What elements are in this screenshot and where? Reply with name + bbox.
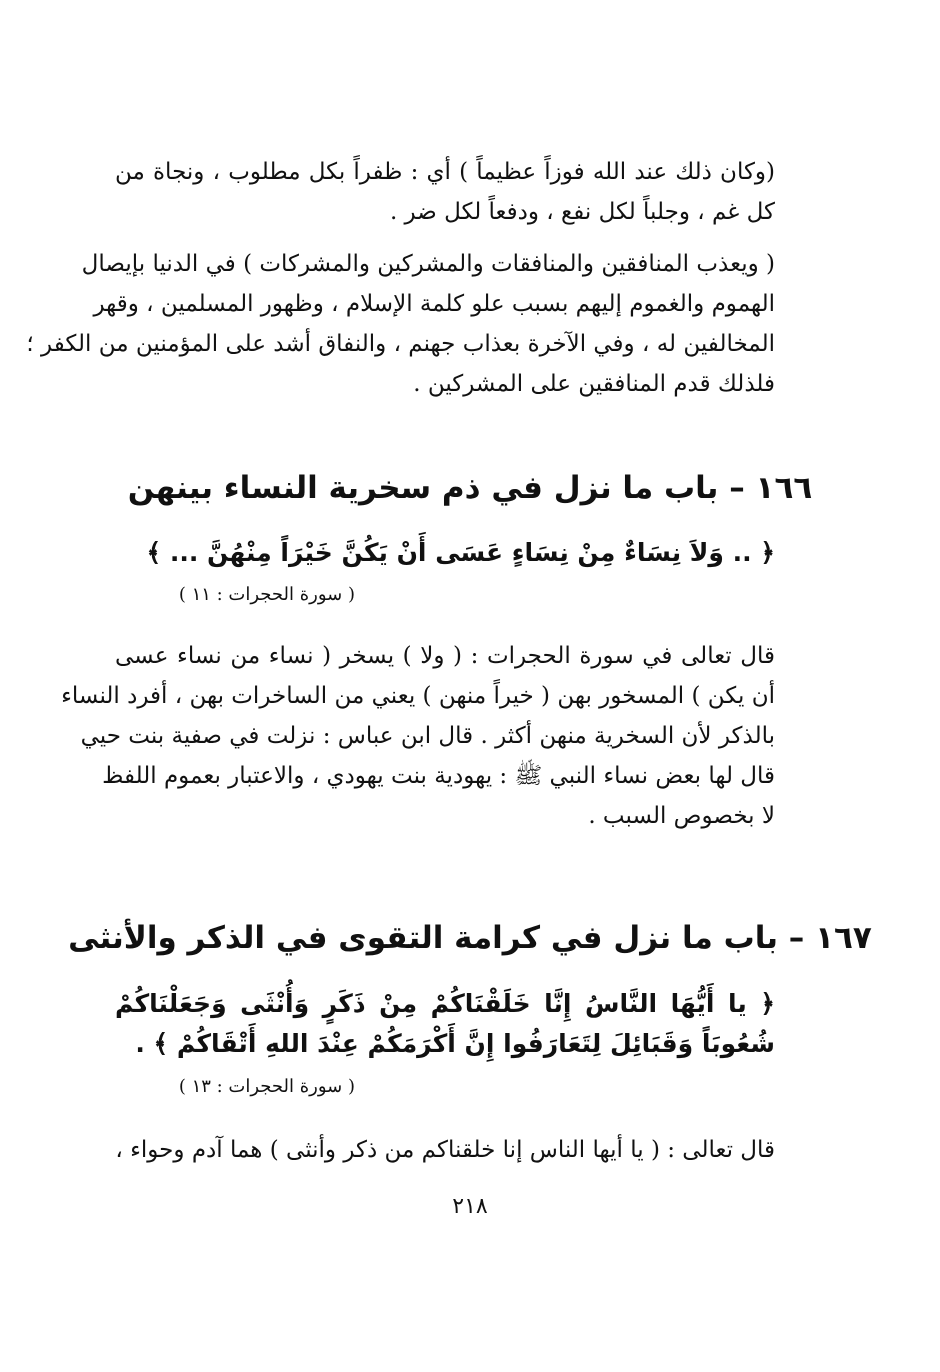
paragraph-line-1: ( ويعذب المنافقين والمنافقات والمشركين والمشركات ) في الدنيا بإيصال [81,251,775,277]
paragraph-line-2: الهموم والغموم إليهم بسبب علو كلمة الإسلام ، وظهور المسلمين ، وقهر [93,291,775,317]
section-166-body-line-1: قال تعالى في سورة الحجرات : ( ولا ) يسخر ( نساء من نساء عسى [115,643,775,669]
section-166-verse-line-1: ﴿ .. وَلاَ نِسَاءٌ مِنْ نِسَاءٍ عَسَى أَنْ يَكُنَّ خَيْرَاً مِنْهُنَّ ... ﴾ [146,538,775,567]
section-166-body-line-5: لا بخصوص السبب . [588,803,775,829]
paragraph-line-4: فلذلك قدم المنافقين على المشركين . [413,371,775,397]
section-166-body-line-4: قال لها بعض نساء النبي ﷺ : يهودية بنت يهودي ، والاعتبار بعموم اللفظ [102,763,775,789]
section-167-verse-line-2: شُعُوبَاً وَقَبَائِلَ لِتَعَارَفُوا إِنَّ أَكْرَمَكُمْ عِنْدَ اللهِ أَتْقَاكُمْ ﴾ . [135,1029,775,1058]
section-166-reference: ( سورة الحجرات : ١١ ) [178,584,355,605]
section-167-reference: ( سورة الحجرات : ١٣ ) [178,1076,355,1097]
section-166-body-line-2: أن يكن ) المسخور بهن ( خيراً منهن ) يعني من الساخرات بهن ، أفرد النساء [61,683,775,709]
section-167-verse-line-1: ﴿ يا أَيُّهَا النَّاسُ إِنَّا خَلَقْنَاكُمْ مِنْ ذَكَرٍ وَأُنْثَى وَجَعَلْنَاكُمْ [115,989,775,1018]
section-166-heading: ١٦٦ – باب ما نزل في ذم سخرية النساء بينهن [127,470,813,506]
section-166-body-line-3: بالذكر لأن السخرية منهن أكثر . قال ابن عباس : نزلت في صفية بنت حيي [80,723,775,749]
paragraph-line-3: المخالفين له ، وفي الآخرة بعذاب جهنم ، والنفاق أشد على المؤمنين من الكفر ؛ [26,331,775,357]
intro-line-2: كل غم ، وجلباً لكل نفع ، ودفعاً لكل ضر . [389,199,775,225]
intro-line-1: (وكان ذلك عند الله فوزاً عظيماً ) أي : ظفراً بكل مطلوب ، ونجاة من [115,159,775,185]
page-number: ٢١٨ [452,1194,488,1219]
section-167-body-line-1: قال تعالى : ( يا أيها الناس إنا خلقناكم من ذكر وأنثى ) هما آدم وحواء ، [115,1137,775,1163]
section-167-heading: ١٦٧ – باب ما نزل في كرامة التقوى في الذكر والأنثى [68,920,872,956]
